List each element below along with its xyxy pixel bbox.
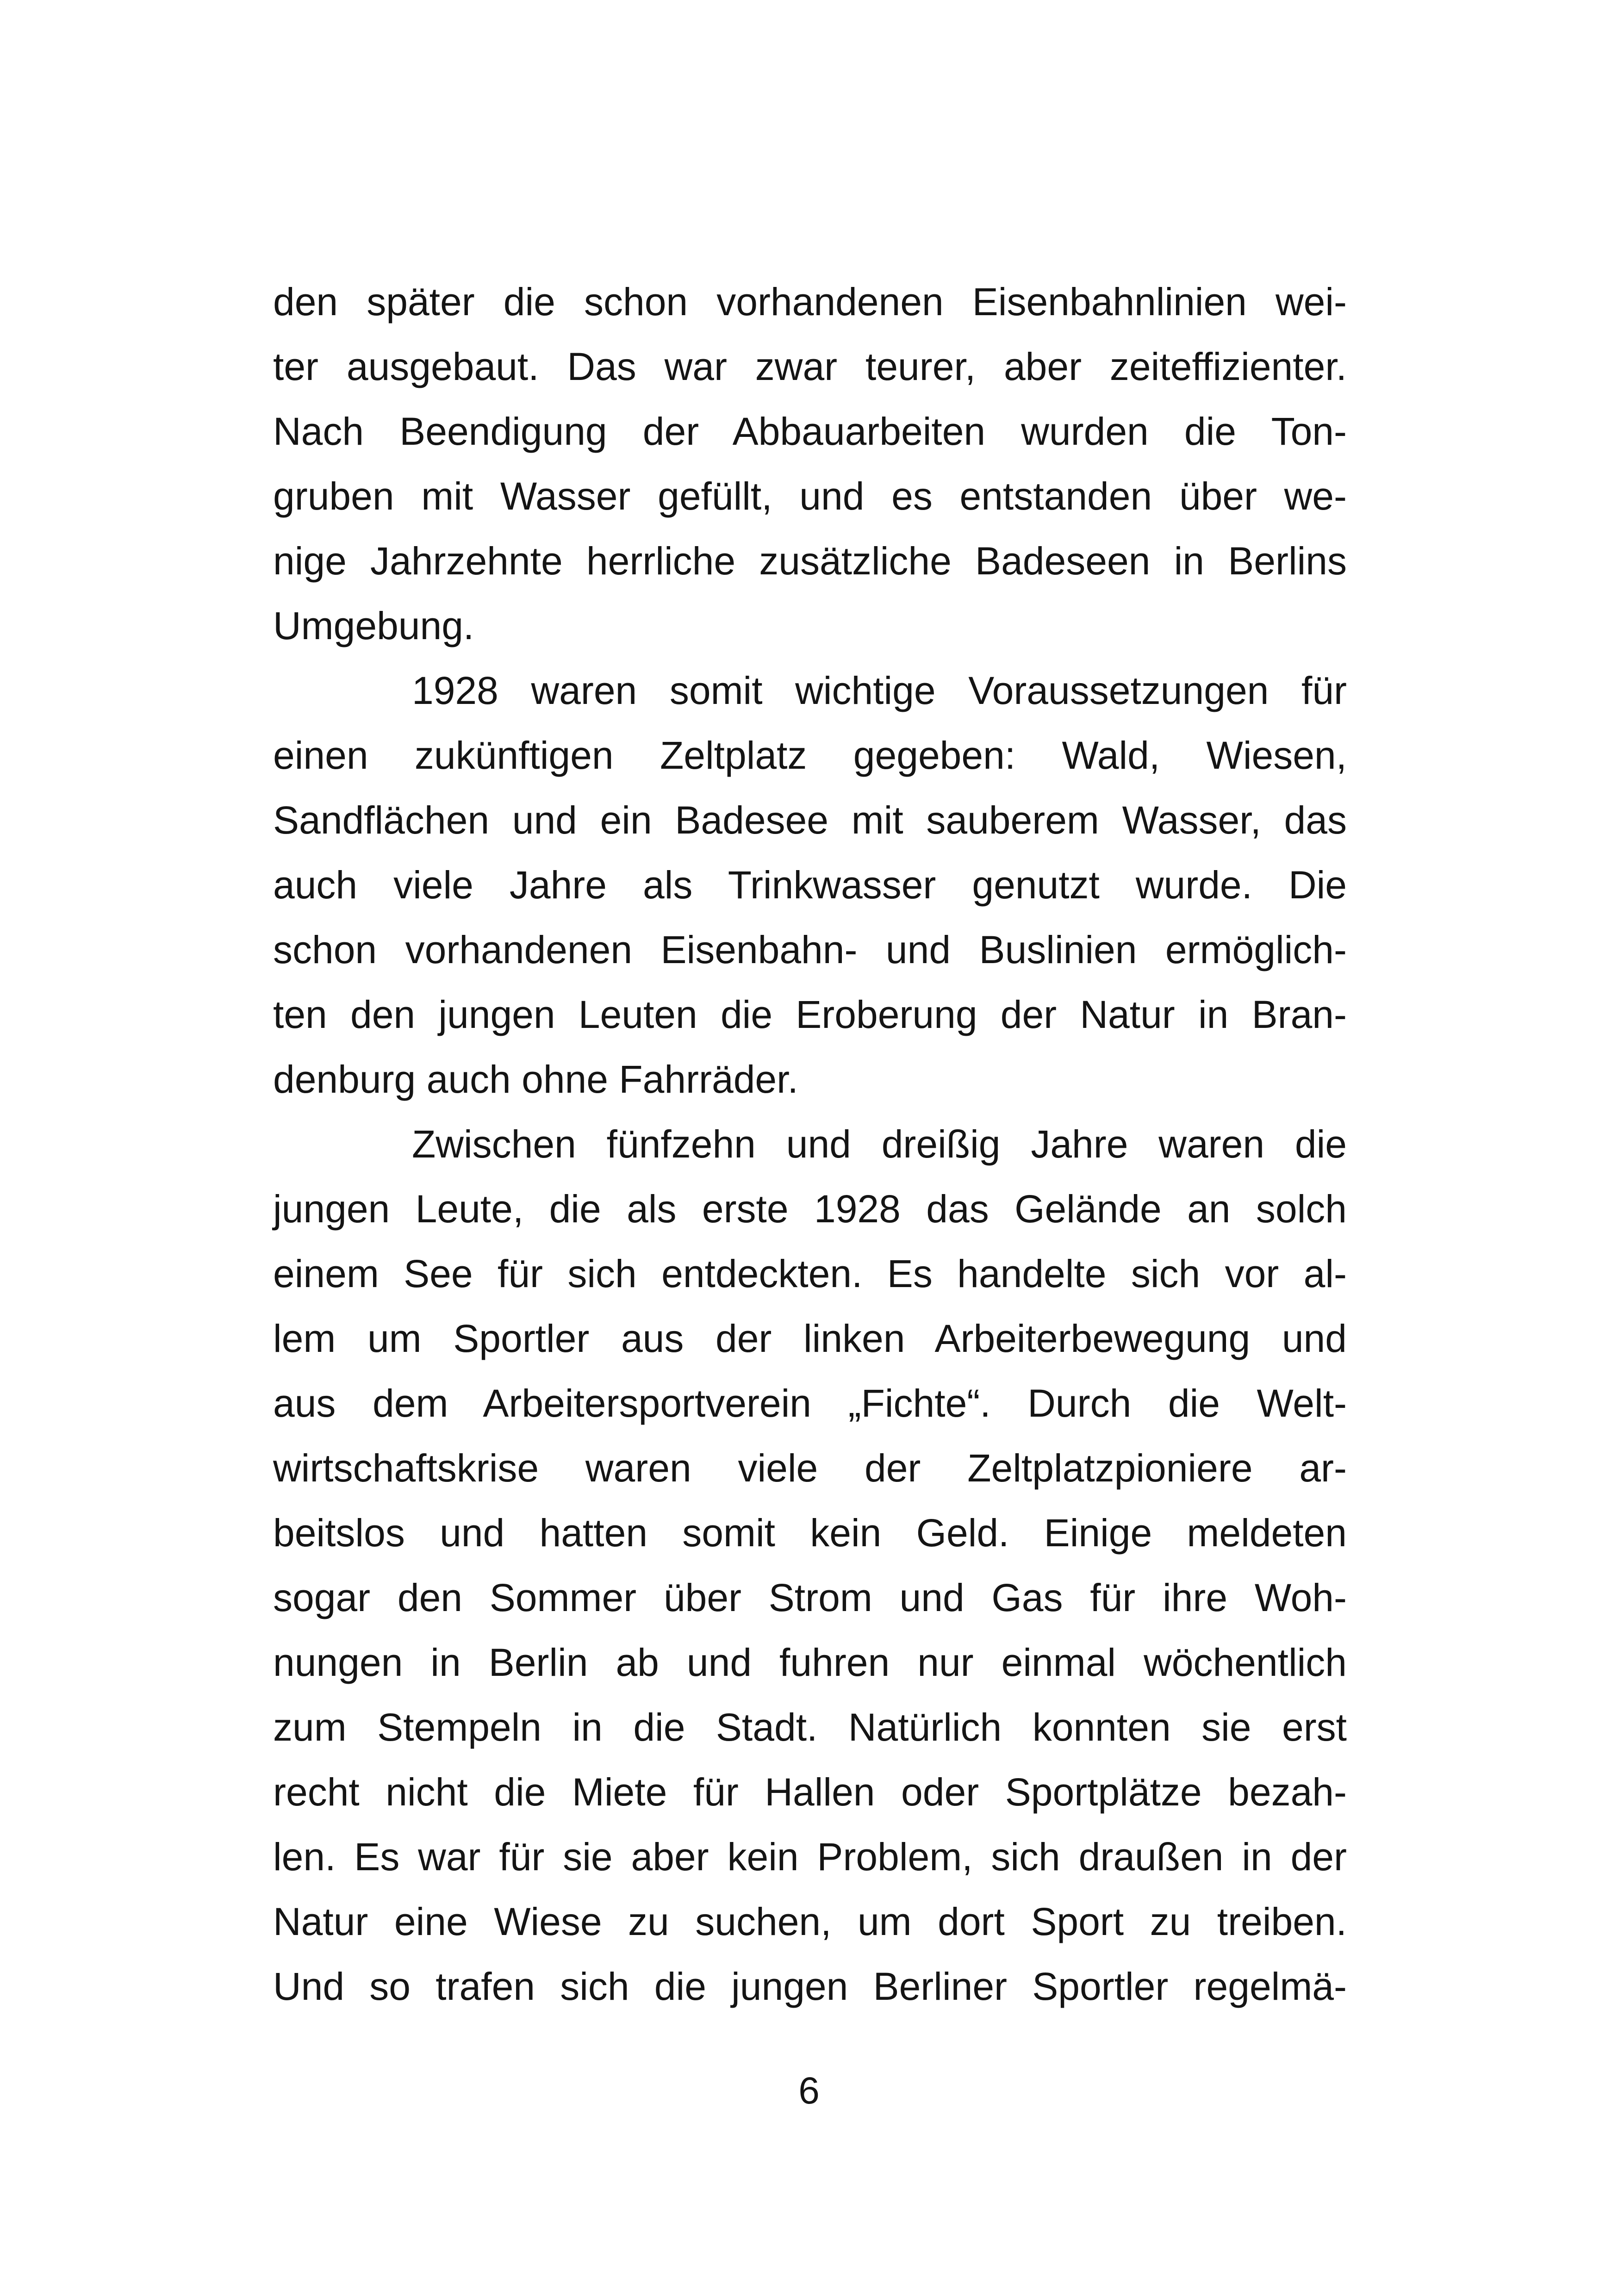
text-line: Und so trafen sich die jungen Berliner Sportler regelmä- [273,1965,1347,2008]
text-line: len. Es war für sie aber kein Problem, sich draußen in der [273,1835,1347,1879]
text-line: Sandflächen und ein Badesee mit sauberem Wasser, das [273,798,1347,842]
text-line: 1928 waren somit wichtige Voraussetzungen für [412,669,1347,712]
text-line: ten den jungen Leuten die Eroberung der Natur in Bran- [273,993,1347,1036]
text-line: nungen in Berlin ab und fuhren nur einmal wöchentlich [273,1641,1347,1684]
text-line: einen zukünftigen Zeltplatz gegeben: Wald, Wiesen, [273,734,1347,777]
text-line: jungen Leute, die als erste 1928 das Gelände an solch [273,1187,1347,1231]
text-line: sogar den Sommer über Strom und Gas für ihre Woh- [273,1576,1347,1619]
text-line: schon vorhandenen Eisenbahn- und Buslinien ermöglich- [273,928,1347,971]
text-line: Nach Beendigung der Abbauarbeiten wurden die Ton- [273,410,1347,453]
text-line: denburg auch ohne Fahrräder. [273,1058,798,1101]
text-line: beitslos und hatten somit kein Geld. Einige meldeten [273,1511,1347,1555]
text-line: einem See für sich entdeckten. Es handelte sich vor al- [273,1252,1347,1295]
page-number: 6 [798,2070,820,2112]
body-text [273,269,1347,2019]
text-line: Natur eine Wiese zu suchen, um dort Sport zu treiben. [273,1900,1347,1943]
text-line: wirtschaftskrise waren viele der Zeltplatzpioniere ar- [273,1446,1347,1490]
text-line: Zwischen fünfzehn und dreißig Jahre waren die [412,1122,1347,1166]
text-line: den später die schon vorhandenen Eisenbahnlinien wei- [273,280,1347,324]
text-line: ter ausgebaut. Das war zwar teurer, aber zeiteffizienter. [273,345,1347,388]
text-line: Umgebung. [273,604,474,647]
text-line: auch viele Jahre als Trinkwasser genutzt wurde. Die [273,863,1347,907]
text-line: lem um Sportler aus der linken Arbeiterbewegung und [273,1317,1347,1360]
text-line: zum Stempeln in die Stadt. Natürlich konnten sie erst [273,1705,1347,1749]
text-line: gruben mit Wasser gefüllt, und es entstanden über we- [273,474,1347,518]
text-line: nige Jahrzehnte herrliche zusätzliche Badeseen in Berlins [273,539,1347,583]
text-line: recht nicht die Miete für Hallen oder Sportplätze bezah- [273,1770,1347,1814]
text-line: aus dem Arbeitersportverein „Fichte“. Durch die Welt- [273,1381,1347,1425]
